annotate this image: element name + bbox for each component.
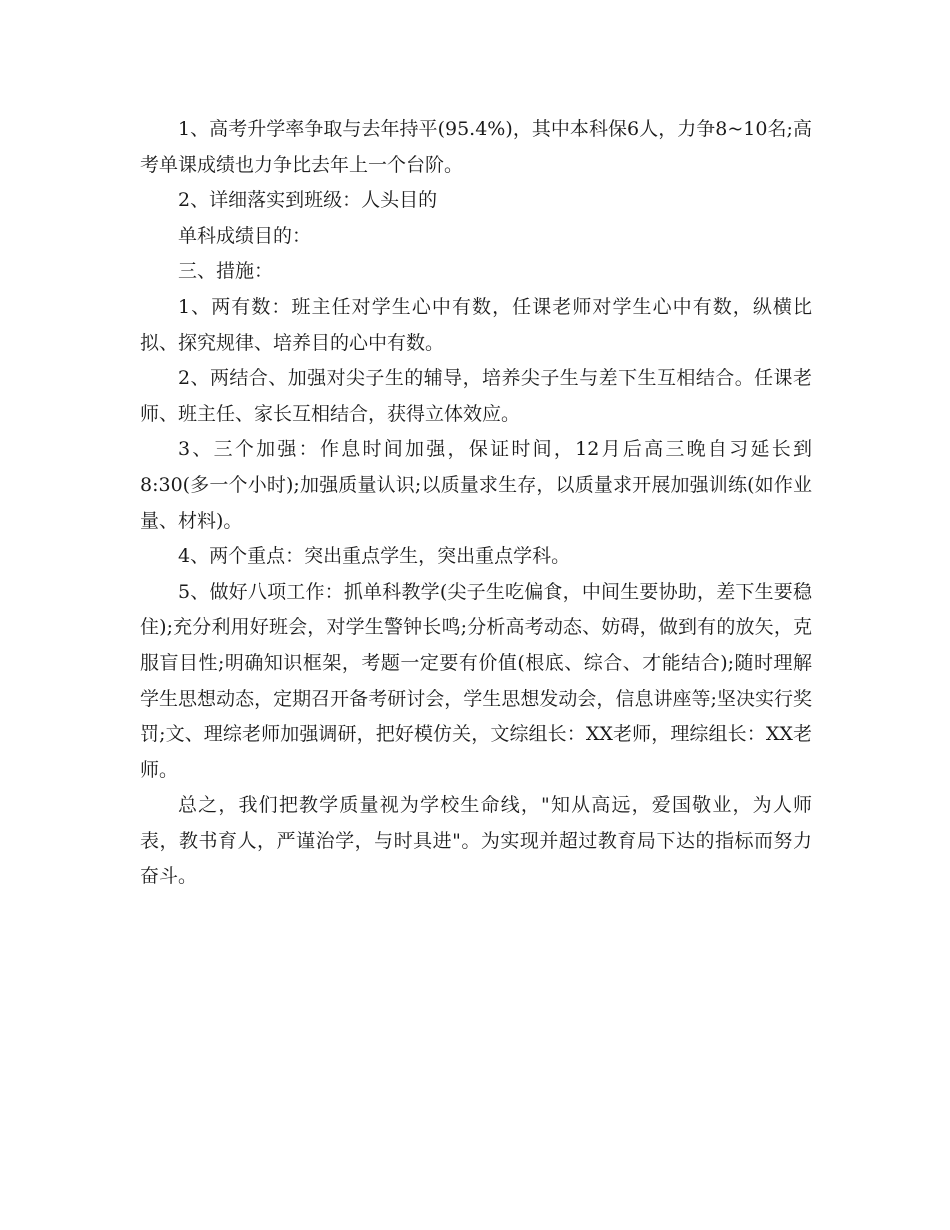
paragraph-goal-rate: 1、高考升学率争取与去年持平(95.4%)，其中本科保6人，力争8~10名;高考单课成绩也力争比去年上一个台阶。 xyxy=(140,118,812,176)
paragraph-measure-1: 1、两有数：班主任对学生心中有数，任课老师对学生心中有数，纵横比拟、探究规律、培养目的心中有数。 xyxy=(140,295,812,354)
paragraph-conclusion: 总之，我们把教学质量视为学校生命线，"知从高远，爱国敬业，为人师表，教书育人，严谨治学，与时具进"。为实现并超过教育局下达的指标而努力奋斗。 xyxy=(140,794,812,888)
paragraph-measure-4: 4、两个重点：突出重点学生，突出重点学科。 xyxy=(178,545,571,568)
paragraph-measure-2: 2、两结合、加强对尖子生的辅导，培养尖子生与差下生互相结合。任课老师、班主任、家长互相结合，获得立体效应。 xyxy=(140,367,812,425)
document-body xyxy=(140,112,812,895)
paragraph-subject-targets: 单科成绩目的： xyxy=(178,224,312,247)
section-heading-measures: 三、措施： xyxy=(178,260,274,283)
paragraph-class-targets: 2、详细落实到班级：人头目的 xyxy=(178,189,438,212)
paragraph-measure-5: 5、做好八项工作：抓单科教学(尖子生吃偏食，中间生要协助，差下生要稳住);充分利用好班会，对学生警钟长鸣;分析高考动态、妨碍，做到有的放矢，克服盲目性;明确知识框架，考题一定要有价值(根底、综合、才能结合);随时理解学生思想动态，定期召开备考研讨会，学生思想发动会，信息讲座等;坚决实行奖罚;文、理综老师加强调研，把好模仿关，文综组长：XX老师，理综组长：XX老师。 xyxy=(140,580,812,781)
paragraph-measure-3: 3、三个加强：作息时间加强，保证时间，12月后高三晚自习延长到8:30(多一个小时);加强质量认识;以质量求生存，以质量求开展加强训练(如作业量、材料)。 xyxy=(140,438,812,532)
